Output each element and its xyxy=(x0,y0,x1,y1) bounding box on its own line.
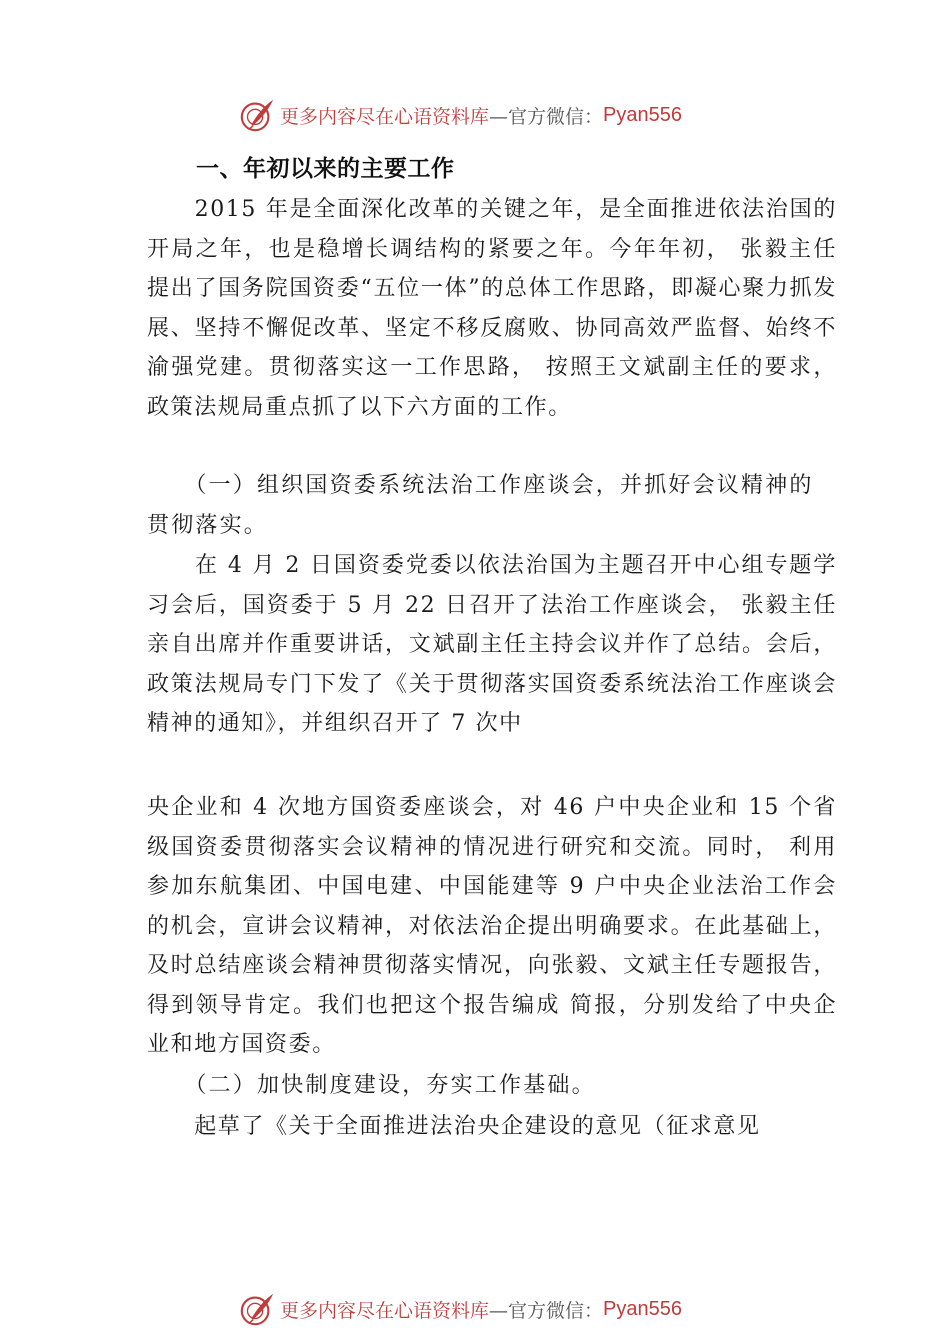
footer-banner xyxy=(238,1289,682,1329)
subheading-1: （一）组织国资委系统法治工作座谈会，并抓好会议精神的贯彻落实。 xyxy=(147,473,814,538)
banner-wechat-id: Pyan556 xyxy=(603,103,682,126)
paragraph-intro: 2015 年是全面深化改革的关键之年，是全面推进依法治国的开局之年，也是稳增长调结构的紧要之年。今年年初， 张毅主任提出了国务院国资委“五位一体”的总体工作思路，即凝心聚力抓发展、坚持不懈促改革、坚定不移反腐败、协同高效严监督、始终不渝强党建。贯彻落实这一工作思路， 按照王文斌副主任的要求，政策法规局重点抓了以下六方面的工作。 xyxy=(147,197,837,420)
paragraph-drafting: 起草了《关于全面推进法治央企建设的意见（征求意见 xyxy=(147,1114,761,1139)
subheading-2: （二）加快制度建设，夯实工作基础。 xyxy=(147,1073,596,1098)
quill-logo-icon xyxy=(238,1290,276,1328)
header-banner xyxy=(238,95,682,135)
paragraph-followup: 央企业和 4 次地方国资委座谈会，对 46 户中央企业和 15 个省级国资委贯彻落实会议精神的情况进行研究和交流。同时， 利用参加东航集团、中国电建、中国能建等 9 户中央企业法治工作会的机会，宣讲会议精神，对依法治企提出明确要求。在此基础上，及时总结座谈会精神贯彻落实情况，向张毅、文斌主任专题报告，得到领导肯定。我们也把这个报告编成 简报，分别发给了中央企业和地方国资委。 xyxy=(147,795,837,1057)
quill-logo-icon xyxy=(238,96,276,134)
banner-wechat-id: Pyan556 xyxy=(603,1297,682,1320)
banner-red-text: 更多内容尽在心语资料库 xyxy=(280,105,490,128)
banner-grey-text: —官方微信： xyxy=(489,1299,604,1322)
paragraph-meeting: 在 4 月 2 日国资委党委以依法治国为主题召开中心组专题学习会后，国资委于 5 月 22 日召开了法治工作座谈会， 张毅主任亲自出席并作重要讲话，文斌副主任主持会议并作了总结。会后，政策法规局专门下发了《关于贯彻落实国资委系统法治工作座谈会精神的通知》，并组织召开了 7 次中 xyxy=(147,553,837,736)
banner-grey-text: —官方微信： xyxy=(489,105,604,128)
section-heading: 一、年初以来的主要工作 xyxy=(196,156,455,182)
banner-red-text: 更多内容尽在心语资料库 xyxy=(280,1299,490,1322)
